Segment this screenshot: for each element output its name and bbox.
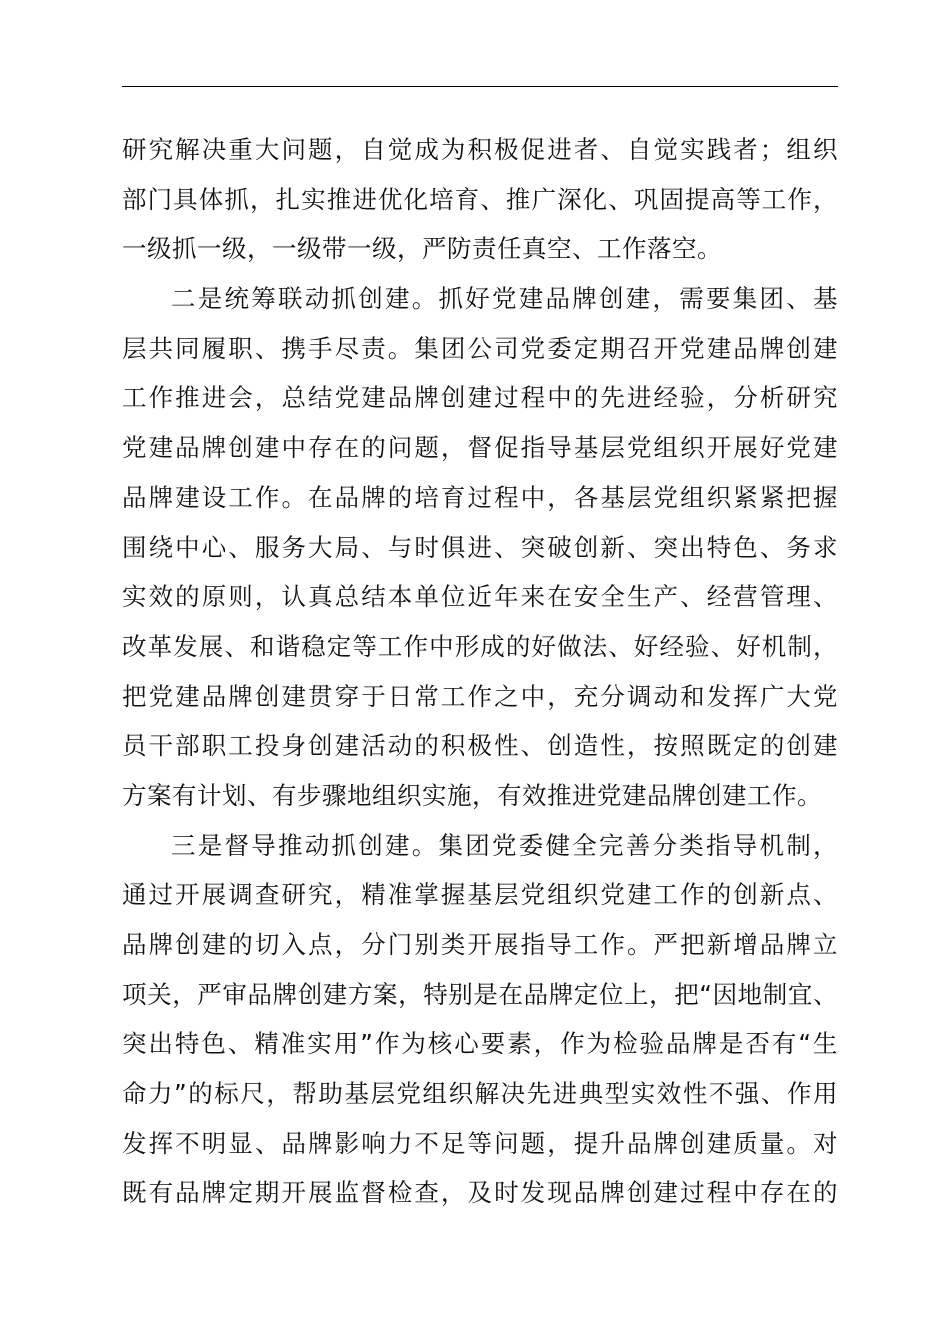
- text-line: 实效的原则，认真总结本单位近年来在安全生产、经营管理、: [122, 582, 838, 612]
- text-line: 品牌建设工作。在品牌的培育过程中，各基层党组织紧紧把握: [122, 482, 838, 512]
- text-line: 发挥不明显、品牌影响力不足等问题，提升品牌创建质量。对: [122, 1128, 838, 1158]
- paragraph-start-line: 三是督导推动抓创建。集团党委健全完善分类指导机制，: [171, 830, 838, 860]
- text-line: 员干部职工投身创建活动的积极性、创造性，按照既定的创建: [122, 731, 838, 761]
- body-text: [122, 125, 838, 1218]
- paragraph-start-line: 二是统筹联动抓创建。抓好党建品牌创建，需要集团、基: [171, 284, 838, 314]
- text-line: 方案有计划、有步骤地组织实施，有效推进党建品牌创建工作。: [122, 780, 822, 810]
- text-line: 党建品牌创建中存在的问题，督促指导基层党组织开展好党建: [122, 433, 838, 463]
- header-rule: [122, 86, 838, 87]
- text-line: 一级抓一级，一级带一级，严防责任真空、工作落空。: [122, 234, 722, 264]
- text-line: 突出特色、精准实用”作为核心要素，作为检验品牌是否有“生: [122, 1029, 838, 1059]
- text-line: 命力”的标尺，帮助基层党组织解决先进典型实效性不强、作用: [122, 1079, 838, 1109]
- text-line: 把党建品牌创建贯穿于日常工作之中，充分调动和发挥广大党: [122, 681, 838, 711]
- text-line: 围绕中心、服务大局、与时俱进、突破创新、突出特色、务求: [122, 532, 838, 562]
- text-line: 项关，严审品牌创建方案，特别是在品牌定位上，把“因地制宜、: [122, 979, 838, 1009]
- text-line: 品牌创建的切入点，分门别类开展指导工作。严把新增品牌立: [122, 930, 838, 959]
- text-line: 层共同履职、携手尽责。集团公司党委定期召开党建品牌创建: [122, 333, 838, 363]
- text-line: 既有品牌定期开展监督检查，及时发现品牌创建过程中存在的: [122, 1178, 838, 1208]
- text-line: 部门具体抓，扎实推进优化培育、推广深化、巩固提高等工作，: [122, 184, 838, 214]
- text-line: 研究解决重大问题，自觉成为积极促进者、自觉实践者；组织: [122, 135, 838, 164]
- text-line: 工作推进会，总结党建品牌创建过程中的先进经验，分析研究: [122, 383, 838, 413]
- text-line: 通过开展调查研究，精准掌握基层党组织党建工作的创新点、: [122, 880, 838, 910]
- text-line: 改革发展、和谐稳定等工作中形成的好做法、好经验、好机制，: [122, 631, 838, 661]
